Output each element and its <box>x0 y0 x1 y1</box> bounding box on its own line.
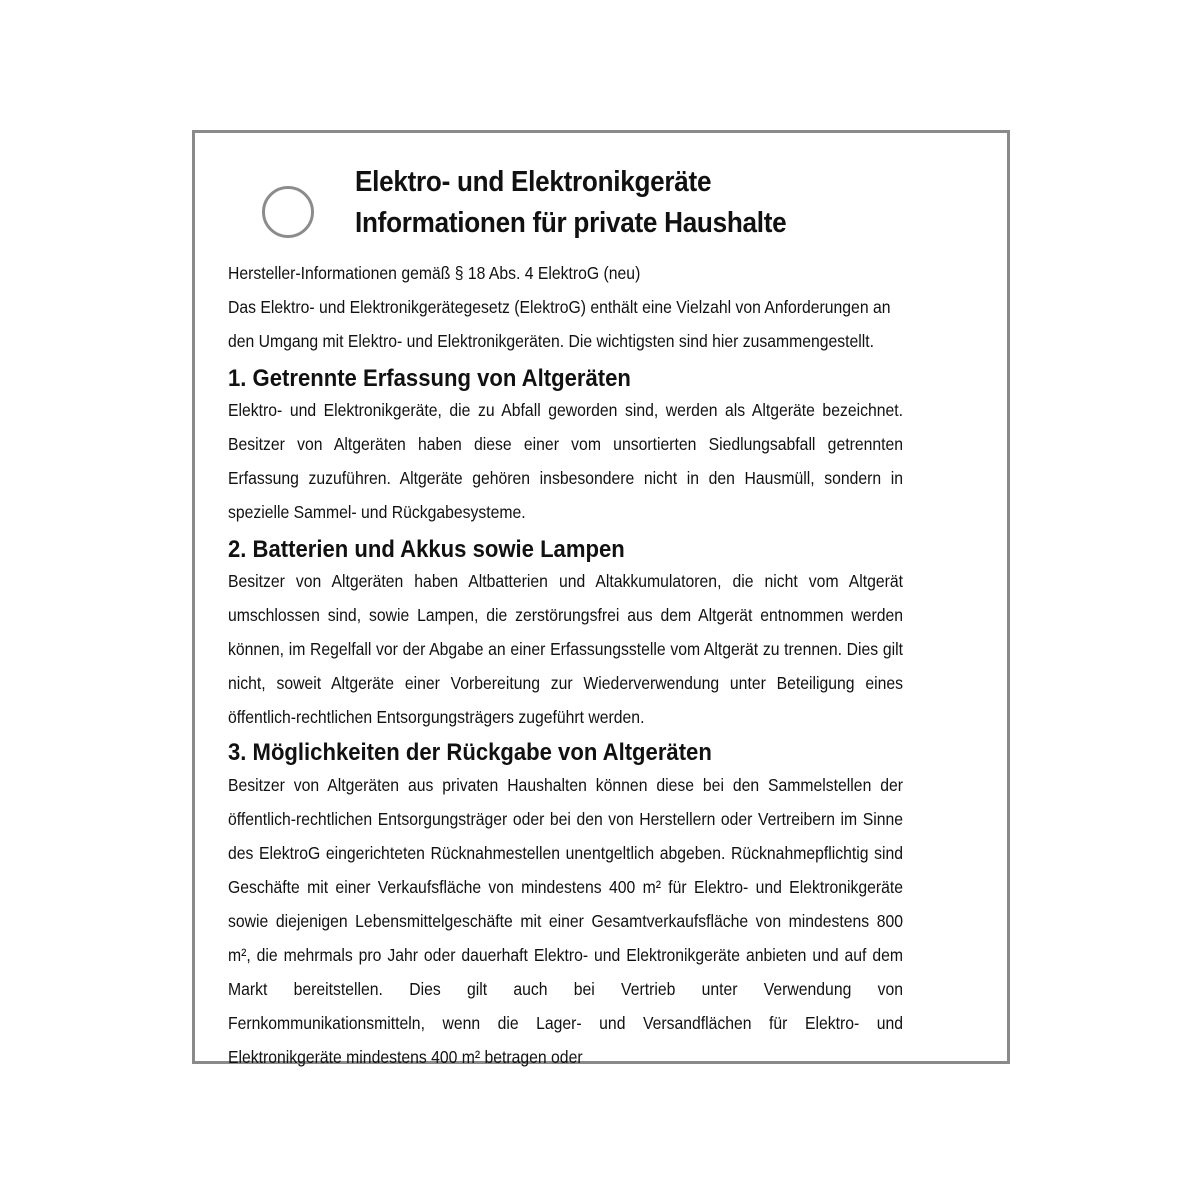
document-title <box>355 162 913 244</box>
section-1-heading: 1. Getrennte Erfassung von Altgeräten <box>228 365 631 392</box>
punch-hole-circle <box>262 186 314 238</box>
section-3-heading: 3. Möglichkeiten der Rückgabe von Altgeräten <box>228 739 712 766</box>
section-2-heading: 2. Batterien und Akkus sowie Lampen <box>228 536 625 563</box>
section-1-body: Elektro- und Elektronikgeräte, die zu Abfall geworden sind, werden als Altgeräte bezeichnet. Besitzer von Altgeräten haben diese einer vom unsortierten Siedlungsabfall getrennten Erfassung zuzuführen. Altgeräte gehören insbesondere nicht in den Hausmüll, sondern in spezielle Sammel- und Rückgabesysteme. <box>228 400 903 522</box>
section-3-body: Besitzer von Altgeräten aus privaten Haushalten können diese bei den Sammelstellen der öffentlich-rechtlichen Entsorgungsträger oder bei den von Herstellern oder Vertreibern im Sinne des ElektroG eingerichteten Rücknahmestellen unentgeltlich abgeben. Rücknahmepflichtig sind Geschäfte mit einer Verkaufsfläche von mindestens 400 m² für Elektro- und Elektronikgeräte sowie diejenigen Lebensmittelgeschäfte mit einer Gesamtverkaufsfläche von mindestens 800 m², die mehrmals pro Jahr oder dauerhaft Elektro- und Elektronikgeräte anbieten und auf dem Markt bereitstellen. Dies gilt auch bei Vertrieb unter Verwendung von Fernkommunikationsmitteln, wenn die Lager- und Versandflächen für Elektro- und Elektronikgeräte mindestens 400 m² betragen oder <box>228 775 903 1067</box>
section-2-body: Besitzer von Altgeräten haben Altbatterien und Altakkumulatoren, die nicht vom Altgerät umschlossen sind, sowie Lampen, die zerstörungsfrei aus dem Altgerät entnommen werden können, im Regelfall vor der Abgabe an einer Erfassungsstelle vom Altgerät zu trennen. Dies gilt nicht, soweit Altgeräte einer Vorbereitung zur Wiederverwendung unter Beteiligung eines öffentlich-rechtlichen Entsorgungsträgers zugeführt werden. <box>228 571 903 727</box>
title-line-1: Elektro- und Elektronikgeräte <box>355 166 712 198</box>
intro-lead: Hersteller-Informationen gemäß § 18 Abs. 4 ElektroG (neu) <box>228 263 641 283</box>
title-line-2: Informationen für private Haushalte <box>355 207 787 239</box>
intro-body: Das Elektro- und Elektronikgerätegesetz (ElektroG) enthält eine Vielzahl von Anforderungen an den Umgang mit Elektro- und Elektronikgeräten. Die wichtigsten sind hier zusammengestellt. <box>228 297 891 351</box>
